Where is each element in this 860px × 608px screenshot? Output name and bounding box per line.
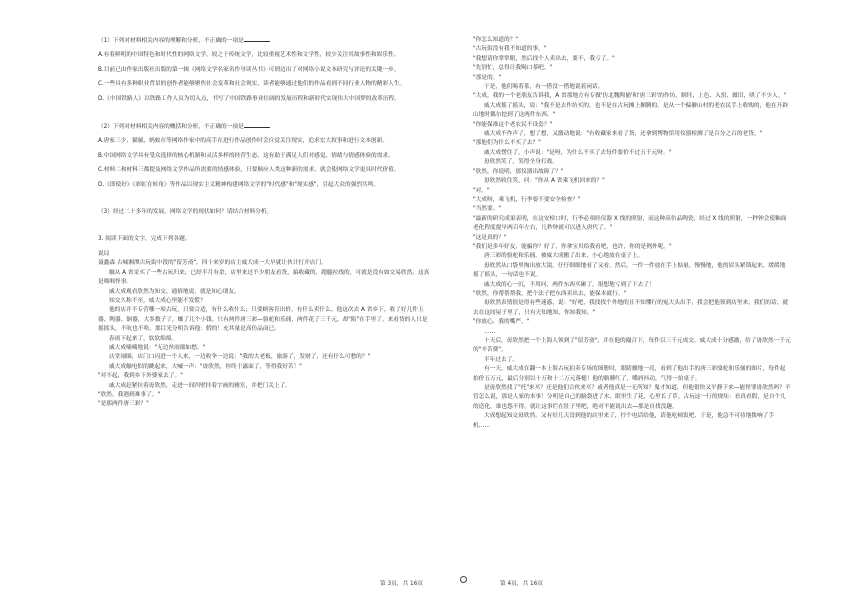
left-paragraph [98, 400, 433, 409]
left-paragraph [98, 36, 433, 46]
left-paragraph [98, 363, 433, 372]
paragraph-text: D.《中国铁路人》以铁路工作人员为切入点，书写了中国铁路事业壮阔的发展历程和新时代实现伟大中国梦的改革历程。 [98, 95, 400, 102]
paragraph-text: 3. 阅读下面的文字，完成下列各题。 [98, 236, 191, 243]
paragraph-text: 他的店并不专营哪一项古玩，只要合适，有什么收什么；只要顾客肯出价，有什么卖什么。他这次去 A 省乡下，收了好几件玉器、陶器、铜器，大多数子了，赚了几个小钱。只有两件唐三彩—骆驼和乐俑，两件花了三千元，却"陷"在手里了。来看货的人只是摇摇头，不吭也不哈，那目光分明告诉他：假的！充其量是高仿品而已。 [98, 307, 428, 333]
left-paragraph [98, 208, 433, 217]
paragraph-text: 威大成不作声了，想了想，又激动地说："有收藏家来看了货，还拿到博物馆用仪器检测了是百分之百的老货。" [484, 131, 763, 138]
left-paragraph [98, 235, 433, 244]
right-paragraph [473, 55, 791, 64]
paragraph-text: 触从 A 省采买了一些古玩归来，已经半月有余，店里来过不少朋友看货，搞收藏的，跑腿拉线的，可就是没有如交易欣然，这真是咄咄怪事。 [98, 269, 430, 286]
right-paragraph [473, 262, 791, 281]
paragraph-text: 戚大成喃喃地说："无边丝雨细如愁。" [109, 344, 206, 351]
left-paragraph [98, 95, 433, 104]
right-paragraph [473, 139, 791, 148]
right-paragraph [473, 130, 791, 139]
paragraph-text: 店堂闹圈，店门口闪进一个人来，一边收伞一边说："我的大老板，旅游了，发财了，还有什么可愁的？" [109, 354, 371, 361]
right-paragraph [473, 318, 791, 327]
left-paragraph [98, 297, 433, 306]
paragraph-text: 有一天，威大成在翻一本上海古玩拍卖专场的图册时，眼睛骤地一亮，看到了他出手的唐三彩骆驼和乐俑的图片，每件起拍价五万元，最后分别以十万和十二万元落槌！他的胳膊红了，嘴唇抖动，气得一拍桌子。 [473, 366, 786, 382]
paragraph-text: A.唐家三少、猫腻、蚂蚁在等网络作家中的高手在进行作品创作时会自觉关注现实，追求宏大叙事和进行文本创新。 [98, 138, 388, 145]
right-paragraph [473, 412, 791, 431]
paragraph-text: 说局 [98, 250, 110, 257]
paragraph-text: "你放心，我的嘴严。" [473, 319, 530, 326]
right-paragraph [473, 36, 791, 45]
paragraph-text: 毋欣然收住笑，问："你从 A 省乘飞机回来的？" [484, 178, 605, 185]
paragraph-text: "那他们为什么不买了去？" [473, 140, 541, 147]
paragraph-text: "当然要。" [473, 206, 501, 213]
left-paragraph [98, 335, 433, 344]
left-paragraph [98, 66, 433, 75]
paragraph-text: 于是，他们喝着茶，有一搭没一搭地说着闲话。 [484, 84, 604, 91]
left-paragraph [98, 80, 433, 89]
left-page-number: 第 3页，共 16页 [380, 581, 423, 587]
left-paragraph [98, 269, 433, 288]
paragraph-text: （1）下列对材料相关内容的理解和分析，不正确的一项是 [98, 38, 244, 44]
right-paragraph [473, 384, 791, 412]
right-paragraph [473, 299, 791, 318]
paragraph-text: 戚大成赶紧拉着毋欣然，走进一间四壁挂着字画的雅室，并把门关上了。 [109, 382, 291, 389]
paragraph-text: B.中国网络文学具有受众选择的核心机制和灵活多样的经营生态，这有助于满足人们对感觉、情绪与情感体验的需求。 [98, 152, 394, 159]
center-binding-circle [460, 576, 467, 583]
paragraph-text: 春雨下起来了，软软绵绵。 [109, 335, 178, 342]
paragraph-text: 戚大成的心一沉，不用问，两件东西买砸了，很想地亏到了下去了！ [484, 281, 655, 288]
paragraph-text: （2）下列对材料相关内容的概括和分析，不正确的一项是 [98, 124, 244, 131]
spacer [98, 190, 433, 208]
right-paragraph [473, 158, 791, 167]
paragraph-text: 戚大成观看欣然为知交，通俗地说，就是知心朋友。 [109, 288, 240, 295]
right-paragraph [473, 102, 791, 121]
paragraph-text: 知交久称不至，威大成心里能不发慌？ [109, 297, 206, 304]
left-paragraph [98, 51, 433, 60]
paragraph-text: A.有着鲜明的中国特色和时代性的网络文学，较之于传统文学，比较重视艺术性和文学性，较少关注其故事性和娱乐性。 [98, 52, 400, 59]
paragraph-text: …… [484, 328, 496, 335]
paragraph-text: 十天后，毋欣然把一个上海人领到了"留芳斋"，并在他的撮合下，每件以三千元成交。威大成十分感激，给了毋欣然一千元的"辛苦费"。 [473, 338, 791, 354]
paragraph-text: 戚大成愣住了，小声说："是呀，为什么不买了去每件要价不过五千元呀。" [484, 149, 672, 156]
left-paragraph [98, 288, 433, 297]
right-page-column [473, 36, 791, 431]
answer-blank [244, 122, 270, 128]
right-paragraph [473, 234, 791, 243]
right-paragraph [473, 215, 791, 234]
answer-blank [244, 36, 270, 42]
paragraph-text: 毋欣然从口袋里掏出放大镜，仔仔细细地看了又看，然后，一件一件放在手上掂量，慢慢地，他的眉头紧锁起来，缓缓地摇了摇头，一句话也不说。 [473, 262, 786, 279]
spacer [98, 217, 433, 235]
paragraph-text: "是那两件唐三彩？" [98, 401, 149, 408]
right-paragraph [473, 356, 791, 365]
left-paragraph [98, 306, 433, 334]
right-paragraph [473, 337, 791, 356]
left-paragraph [98, 250, 433, 259]
left-paragraph [98, 391, 433, 400]
paragraph-text: "我们是多年好友，能骗你？好了，你拿宝贝给我看吧，也许，你的是例外呢。" [473, 243, 672, 250]
paragraph-text: "你能保准这个老农民不设套？" [473, 121, 553, 128]
right-paragraph [473, 243, 791, 252]
paragraph-text: "欣然，你说明，那仪器出故障了？" [473, 168, 564, 175]
paragraph-text: 大成想起知交毋欣然，又有好几天没到他的店里来了，拧个电话给他，请他吃顿饭吧，于是，他急不可待地拨响了手机…… [473, 413, 775, 429]
left-paragraph [98, 259, 433, 268]
right-paragraph [473, 196, 791, 205]
right-paragraph [473, 121, 791, 130]
paragraph-text: "古玩街没有我不知道的事。" [473, 46, 547, 53]
paragraph-text: 是毋欣然找了"托"来买？还是他们合伙来买？或者他真是一无所知？鬼才知道，但他很快又平静下来—能怪罪毋欣然吗？不管怎么说，那是人家的本事！分明是自己的脑袋进了水，眼里生了花，心里长了草。古玩这一行的规矩：看真看假，是自个儿的造化，谁也怨不得。就让这事烂在肚子里吧，绝对不能说出去—那是自找没趣。 [473, 385, 791, 410]
right-page-number: 第 4页，共 16页 [500, 581, 543, 587]
paragraph-text: "大成呀，乘飞机，行李要不要安全检查？" [473, 196, 581, 203]
left-paragraph [98, 372, 433, 381]
right-paragraph [473, 177, 791, 186]
right-paragraph [473, 45, 791, 54]
left-paragraph [98, 152, 433, 161]
paragraph-text: "大成，我的一个老朋友告诉我，A 省那地方有专做'仿北魏陶俑'和'唐三彩'的作坊，制坯、上色、入窑、做旧，哄了不少人。" [473, 93, 786, 100]
paragraph-text: "对。" [473, 187, 490, 194]
right-paragraph [473, 83, 791, 92]
right-paragraph [473, 168, 791, 177]
right-paragraph [473, 328, 791, 337]
left-page-column [98, 36, 433, 410]
paragraph-text: "欣然，你帮帮帮我，把个法子把东西卖出去，能保本就行。" [473, 290, 627, 297]
paragraph-text: "这是真的？" [473, 234, 507, 241]
paragraph-text: "那是的。" [473, 74, 501, 81]
left-paragraph [98, 166, 433, 175]
paragraph-text: "先别忙，总得让我喝口茶吧。" [473, 65, 553, 72]
right-paragraph [473, 205, 791, 214]
right-paragraph [473, 64, 791, 73]
paragraph-text: 戚大成触电似的跳起来，大喊一声："毋欣然，你终于露面了，等得我好苦！" [109, 363, 302, 370]
paragraph-text: B.目前已由作家出版社出版的第一辑《网络文学名家名作导读丛书》可谓迈出了对网络小说文本研究与评论的关键一步。 [98, 66, 400, 73]
left-paragraph [98, 122, 433, 132]
paragraph-text: D.《即使好》《彩虹在转角》等作品以现实主义精神构建网络文学的"时代感"和"现实感"，引起大众的强烈共鸣。 [98, 181, 380, 188]
right-paragraph [473, 92, 791, 101]
paragraph-text: "对不起，我到乡下外婆家去了。" [98, 373, 183, 380]
right-paragraph [473, 252, 791, 261]
right-paragraph [473, 187, 791, 196]
right-paragraph [473, 290, 791, 299]
left-paragraph [98, 382, 433, 391]
paragraph-text: C.一些具有多种职业背景的创作者能够聚焦社会变革和社会现实，读者能够通过他们的作品看到不同行业人物的精彩人生。 [98, 81, 406, 88]
paragraph-text: 聂鑫森 古城湘潭古玩街中段的"留芳斋"，四十来岁的店主威大成一大早就让伙计打开店门。 [98, 260, 327, 267]
paragraph-text: 毋欣然表情很是得有些迷惑，说："好吧，我找找个外地的且不知懂行的冤大头出手，我会把他领到店里来，我们的话，就去在这间屋子里了，只有天知地知，你知我知。" [473, 300, 789, 316]
left-paragraph [98, 137, 433, 146]
paragraph-text: 唐三彩的骆驼和乐俑，被威大成搬了出来，小心地放在桌子上。 [484, 253, 644, 260]
right-paragraph [473, 74, 791, 83]
left-paragraph [98, 344, 433, 353]
paragraph-text: （3）经过二十多年的发展，网络文学的现状如何？请结合材料分析。 [98, 209, 273, 216]
paragraph-text: C.材料二和材料三都提及网络文学作品所需要的情感体验，只要顺应人类这种新的需求，就会使网络文学更具时代价值。 [98, 167, 400, 174]
paragraph-text: "我想请你掌掌眼，然后找个人卖出去，要不，我亏了。" [473, 55, 615, 62]
paragraph-text: "你怎么知道的？" [473, 37, 519, 43]
paragraph-text: "最新的研究成果表明，在这安检口时，行李必须经仪器 X 线的照射，而这种高仿品陶瓷，经过 X 线的照射，一秒钟会使釉面老化程度提早两百年左右，几秒钟就可以进入唐代了。" [473, 215, 787, 232]
paragraph-text: 半年过去了。 [484, 356, 519, 363]
right-paragraph [473, 365, 791, 384]
right-paragraph [473, 149, 791, 158]
right-paragraph [473, 281, 791, 290]
left-paragraph [98, 181, 433, 190]
paragraph-text: 毋欣然笑了，笑得全身打战。 [484, 159, 558, 166]
paragraph-text: "欣然，我遇到难事了。" [98, 391, 161, 398]
left-paragraph [98, 353, 433, 362]
spacer [98, 104, 433, 122]
paragraph-text: 威大成摇了摇头，说："我不是去作坊买的，也不是在古玩摊上捆腾的。是从一个偏僻山村的老农民手上收购的，他在开辟山地时偶尔挖到了这两件东西。" [473, 102, 789, 119]
